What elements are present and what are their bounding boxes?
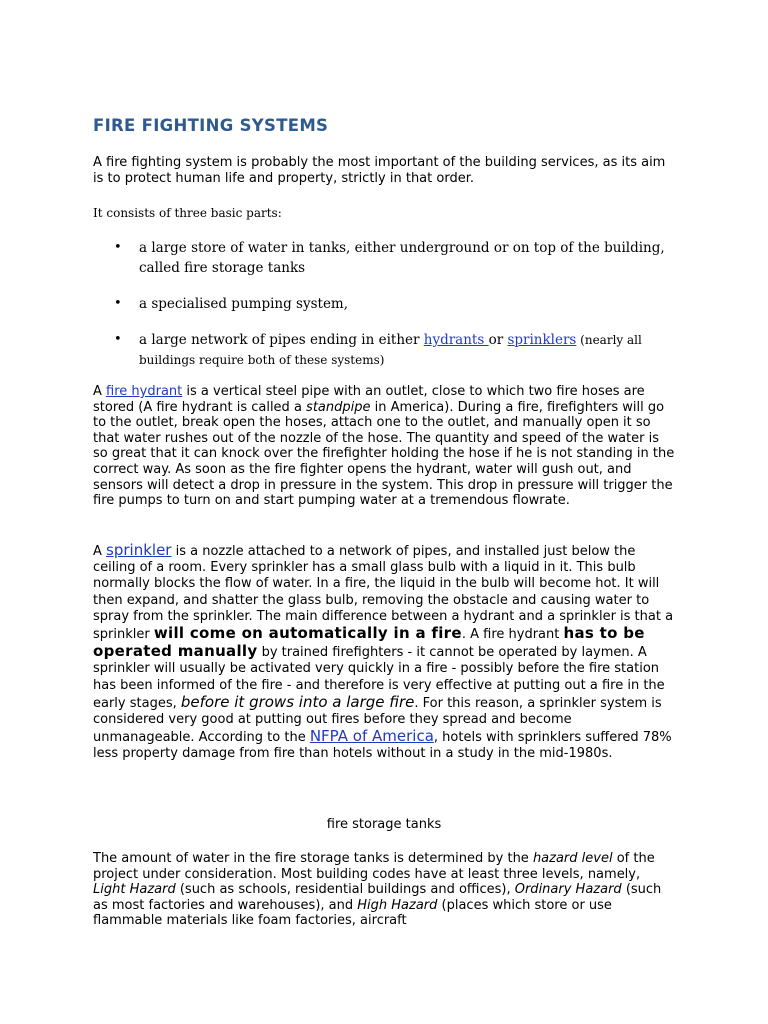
sprinkler-paragraph [93, 542, 675, 763]
sprinkler-link[interactable]: sprinkler [106, 541, 172, 559]
hydrants-link[interactable]: hydrants [423, 332, 489, 348]
text-run: in America). During a fire, firefighters will go to the outlet, break open the hoses, attach one to the outlet, and manually open it so that water rushes out of the nozzle of the hose. The quantity and speed of the water is so great that it can knock over the firefighter holding the hose if he is not standing in the correct way. As soon as the fire fighter opens the hydrant, water will gush out, and sensors will detect a drop in pressure in the system. This drop in pressure will trigger the fire pumps to turn on and start pumping water at a tremendous flowrate. [93, 399, 675, 509]
hydrant-paragraph [93, 384, 675, 509]
consists-paragraph: It consists of three basic parts: [93, 206, 282, 220]
list-item [93, 330, 675, 370]
list-item-text: a specialised pumping system, [139, 296, 349, 312]
text-run: by trained firefighters - it cannot be operated by laymen. A sprinkler will usually be activated very quickly in a fire - possibly before the fire station has been informed of the fire - and therefore is very effective at putting out a fire in the early stages, [93, 645, 665, 711]
text-run: is a vertical steel pipe with an outlet, close to which two fire hoses are stored (A fire hydrant is called a [93, 384, 645, 415]
bullet-icon: • [114, 332, 122, 347]
nfpa-link[interactable]: NFPA of America [309, 727, 434, 746]
text-run-bold: has to be operated manually [93, 624, 645, 661]
text-run: A [93, 544, 107, 559]
text-run: (places which store or use flammable materials like foam factories, aircraft [93, 897, 612, 929]
text-run: is a nozzle attached to a network of pipes, and installed just below the ceiling of a room. Every sprinkler has a small glass bulb with a liquid in it. This bulb normally blocks the flow of water. In a fire, the liquid in the bulb will become hot. It will then expand, and shatter the glass bulb, removing the obstacle and causing water to spray from the sprinkler. The main difference between a hydrant and a sprinkler is that a sprinkler [93, 544, 674, 643]
list-item [93, 294, 675, 314]
parts-list [93, 238, 675, 370]
text-run: A [93, 384, 107, 399]
bullet-icon: • [114, 296, 122, 311]
list-item-text: or [488, 332, 508, 348]
text-run: , hotels with sprinklers suffered 78% less property damage from fire than hotels without in a study in the mid-1980s. [93, 730, 672, 762]
text-run-italic: hazard level [532, 851, 613, 866]
text-run-italic: Ordinary Hazard [514, 882, 622, 898]
list-item-text: a large network of pipes ending in either [139, 332, 424, 348]
tanks-paragraph [93, 851, 675, 929]
fire-hydrant-link[interactable]: fire hydrant [106, 384, 183, 399]
sprinklers-link[interactable]: sprinklers [507, 332, 577, 348]
text-run-italic: Light Hazard [93, 882, 176, 898]
text-run: The amount of water in the fire storage tanks is determined by the [93, 851, 533, 866]
text-run-italic: standpipe [306, 399, 371, 415]
text-run: . A fire hydrant [461, 627, 564, 643]
text-run: (such as schools, residential buildings and offices), [175, 882, 515, 898]
bullet-icon: • [114, 240, 122, 255]
list-item-text: a large store of water in tanks, either underground or on top of the building, called fire storage tanks [139, 240, 665, 276]
text-run: of the project under consideration. Most building codes have at least three levels, namely, [93, 851, 655, 882]
text-run-italic: before it grows into a large fire [180, 692, 415, 711]
text-run: . For this reason, a sprinkler system is considered very good at putting out fires before they spread and become unmanageable. According to the [93, 695, 662, 746]
page-title: FIRE FIGHTING SYSTEMS [93, 116, 329, 135]
list-item-text: (nearly all buildings require both of these systems) [139, 333, 642, 367]
text-run-italic: High Hazard [357, 897, 438, 913]
text-run: (such as most factories and warehouses), and [93, 882, 662, 913]
text-run-bold: will come on automatically in a fire [153, 624, 462, 643]
section-label: fire storage tanks [326, 817, 442, 832]
intro-paragraph: A fire fighting system is probably the most important of the building services, as its aim is to protect human life and property, strictly in that order. [93, 155, 666, 186]
list-item [93, 238, 675, 278]
